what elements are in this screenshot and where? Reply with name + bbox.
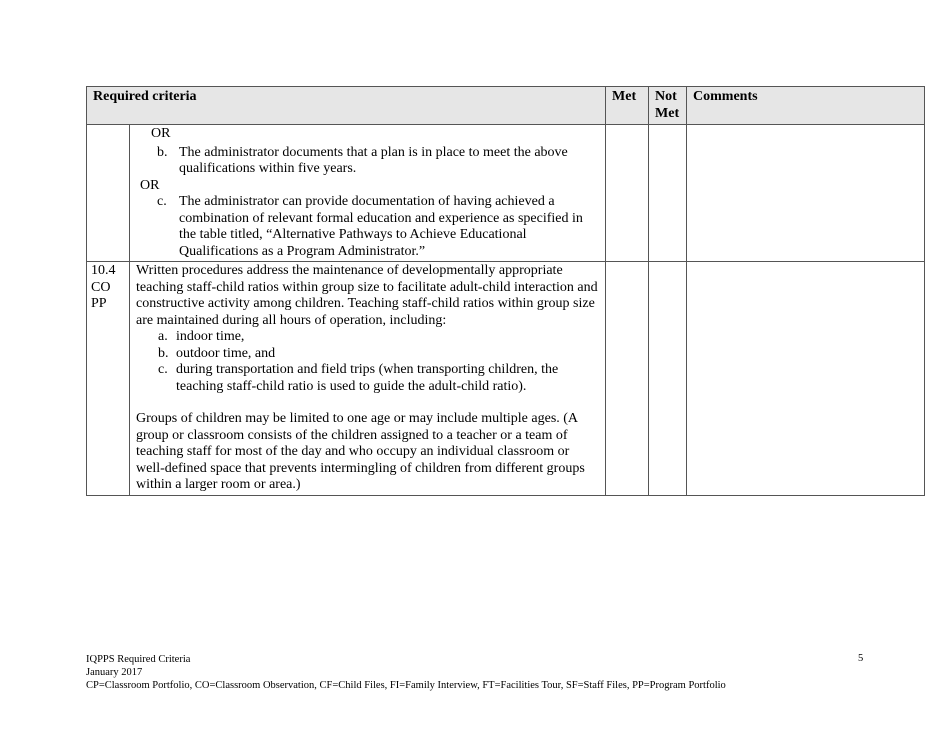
table-row bbox=[87, 262, 925, 496]
criterion-b bbox=[136, 145, 599, 178]
criterion-c-text: The administrator can provide documentation of having achieved a combination of relevant formal education and experience as specified in the table titled, “Alternative Pathways to Achieve Educational Qualifications as a Program Administrator.” bbox=[179, 194, 583, 259]
criterion-number: 10.4 bbox=[91, 263, 116, 278]
row1-met-cell[interactable] bbox=[606, 125, 649, 262]
list-item bbox=[136, 346, 599, 363]
row1-comments-cell[interactable] bbox=[687, 125, 925, 262]
source-code-co: CO bbox=[91, 279, 111, 295]
criterion-b-label: b. bbox=[157, 144, 168, 160]
footer-title: IQPPS Required Criteria bbox=[86, 654, 191, 665]
header-not-met-line1: Not bbox=[655, 89, 677, 104]
row1-criteria-cell bbox=[130, 125, 606, 262]
row2-met-cell[interactable] bbox=[606, 262, 649, 496]
table-row bbox=[87, 125, 925, 262]
list-item-label: b. bbox=[158, 345, 169, 361]
criterion-note: Groups of children may be limited to one age or may include multiple ages. (A group or classroom consists of the children assigned to a teacher or a team of teaching staff for most of the day and who occupy an individual classroom or well-defined space that prevents intermingling of children from different groups within a larger room or area.) bbox=[136, 411, 585, 492]
list-item-text: outdoor time, and bbox=[176, 345, 276, 361]
criterion-c bbox=[136, 194, 599, 260]
criterion-b-text: The administrator documents that a plan is in place to meet the above qualifications within five years. bbox=[179, 144, 568, 176]
table-header-row bbox=[87, 87, 925, 125]
list-item bbox=[136, 362, 599, 395]
list-item-label: a. bbox=[158, 329, 168, 344]
header-not-met bbox=[649, 87, 687, 125]
page-number: 5 bbox=[858, 653, 864, 664]
row1-not-met-cell[interactable] bbox=[649, 125, 687, 262]
criterion-c-label: c. bbox=[157, 194, 167, 209]
header-not-met-line2: Met bbox=[655, 105, 680, 121]
criterion-intro: Written procedures address the maintenance of developmentally appropriate teaching staff-child ratios within group size to facilitate adult-child interaction and constructive activity among children. Teaching staff-child ratios within group size are maintained during all hours of operation, including: bbox=[136, 263, 598, 328]
list-item-label: c. bbox=[158, 362, 168, 377]
row2-code-cell bbox=[87, 262, 130, 496]
source-code-pp: PP bbox=[91, 296, 107, 311]
row2-criteria-cell bbox=[130, 262, 606, 496]
list-item bbox=[136, 329, 599, 346]
footer-legend: CP=Classroom Portfolio, CO=Classroom Observation, CF=Child Files, FI=Family Interview, FT=Facilities Tour, SF=Staff Files, PP=Program Portfolio bbox=[86, 680, 726, 691]
footer-date: January 2017 bbox=[86, 667, 143, 678]
header-met: Met bbox=[606, 87, 649, 125]
page-footer bbox=[86, 653, 726, 692]
list-item-text: indoor time, bbox=[176, 329, 245, 344]
or-label: OR bbox=[151, 126, 171, 141]
header-required-criteria: Required criteria bbox=[87, 87, 606, 125]
row2-not-met-cell[interactable] bbox=[649, 262, 687, 496]
criteria-table bbox=[86, 86, 925, 496]
or-label: OR bbox=[140, 177, 160, 193]
header-comments: Comments bbox=[687, 87, 925, 125]
row1-code-cell bbox=[87, 125, 130, 262]
list-item-text: during transportation and field trips (when transporting children, the teaching staff-child ratio is used to guide the adult-child ratio). bbox=[176, 362, 559, 394]
row2-comments-cell[interactable] bbox=[687, 262, 925, 496]
